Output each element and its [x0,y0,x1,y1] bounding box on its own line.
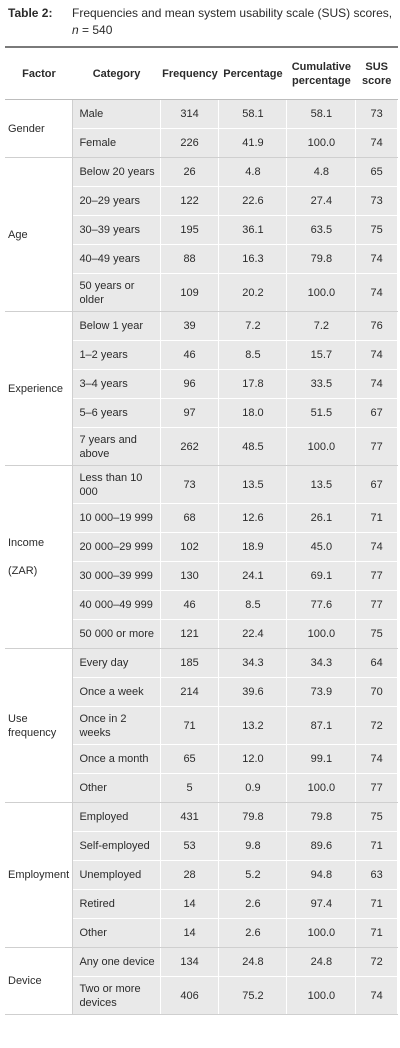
factor-cell [5,466,73,649]
cumulative-cell: 51.5 [287,399,356,428]
percentage-cell: 39.6 [219,678,287,707]
sus-cell: 67 [356,399,398,428]
caption-n-variable: n [72,23,79,37]
sus-cell: 72 [356,707,398,745]
cumulative-cell: 100.0 [287,129,356,158]
frequency-cell: 71 [160,707,219,745]
factor-cell [5,158,73,312]
cumulative-cell: 79.8 [287,803,356,832]
percentage-cell: 22.6 [219,187,287,216]
table-row [5,158,398,187]
table-body [5,100,398,1015]
cumulative-cell: 26.1 [287,504,356,533]
cumulative-cell: 15.7 [287,341,356,370]
factor-cell [5,100,73,158]
table-row [5,803,398,832]
table-row [5,100,398,129]
percentage-cell: 48.5 [219,428,287,466]
sus-cell: 74 [356,245,398,274]
sus-cell: 74 [356,370,398,399]
frequency-cell: 46 [160,341,219,370]
frequency-cell: 102 [160,533,219,562]
frequency-cell: 195 [160,216,219,245]
frequency-cell: 185 [160,649,219,678]
category-cell: Once a week [73,678,160,707]
category-cell: Every day [73,649,160,678]
frequency-cell: 14 [160,890,219,919]
cumulative-cell: 34.3 [287,649,356,678]
category-cell: Self-employed [73,832,160,861]
category-cell: Below 1 year [73,312,160,341]
sus-cell: 74 [356,533,398,562]
cumulative-cell: 63.5 [287,216,356,245]
percentage-cell: 58.1 [219,100,287,129]
cumulative-cell: 27.4 [287,187,356,216]
frequency-cell: 130 [160,562,219,591]
cumulative-cell: 13.5 [287,466,356,504]
frequency-table [5,46,398,1015]
sus-cell: 73 [356,187,398,216]
percentage-cell: 2.6 [219,919,287,948]
header-row [5,47,398,100]
factor-label: Use frequency [8,712,57,739]
percentage-cell: 5.2 [219,861,287,890]
cumulative-cell: 87.1 [287,707,356,745]
frequency-cell: 68 [160,504,219,533]
category-cell: Below 20 years [73,158,160,187]
header-sus: SUS score [356,47,398,100]
sus-cell: 77 [356,428,398,466]
percentage-cell: 16.3 [219,245,287,274]
caption-title: Frequencies and mean system usability scale (SUS) scores, [72,6,393,20]
factor-label: Employment [8,869,70,881]
header-frequency: Frequency [160,47,219,100]
factor-cell [5,803,73,948]
category-cell: Other [73,919,160,948]
percentage-cell: 41.9 [219,129,287,158]
header-percentage: Percentage [219,47,287,100]
sus-cell: 77 [356,562,398,591]
category-cell: 50 000 or more [73,620,160,649]
table-label: Table 2: [8,6,53,20]
caption-text [72,5,398,39]
frequency-cell: 65 [160,745,219,774]
cumulative-cell: 100.0 [287,620,356,649]
cumulative-cell: 94.8 [287,861,356,890]
frequency-cell: 73 [160,466,219,504]
percentage-cell: 18.0 [219,399,287,428]
frequency-cell: 26 [160,158,219,187]
category-cell: Male [73,100,160,129]
sus-cell: 76 [356,312,398,341]
header-category: Category [73,47,160,100]
table-row [5,312,398,341]
cumulative-cell: 33.5 [287,370,356,399]
category-cell: 5–6 years [73,399,160,428]
percentage-cell: 0.9 [219,774,287,803]
sus-cell: 75 [356,620,398,649]
frequency-cell: 406 [160,977,219,1015]
sus-cell: 77 [356,591,398,620]
cumulative-cell: 100.0 [287,428,356,466]
factor-label: Device [8,975,42,987]
category-cell: Employed [73,803,160,832]
factor-label: Gender [8,122,45,135]
sus-cell: 64 [356,649,398,678]
frequency-cell: 226 [160,129,219,158]
category-cell: Two or more devices [73,977,160,1015]
sus-cell: 75 [356,803,398,832]
category-cell: Once a month [73,745,160,774]
cumulative-cell: 100.0 [287,774,356,803]
cumulative-cell: 73.9 [287,678,356,707]
category-cell: 40 000–49 999 [73,591,160,620]
category-cell: 40–49 years [73,245,160,274]
sus-cell: 72 [356,948,398,977]
table-row [5,649,398,678]
category-cell: 3–4 years [73,370,160,399]
sus-cell: 75 [356,216,398,245]
table-row [5,466,398,504]
percentage-cell: 17.8 [219,370,287,399]
percentage-cell: 24.8 [219,948,287,977]
percentage-cell: 24.1 [219,562,287,591]
sus-cell: 74 [356,745,398,774]
frequency-cell: 96 [160,370,219,399]
percentage-cell: 9.8 [219,832,287,861]
sus-cell: 70 [356,678,398,707]
category-cell: 7 years and above [73,428,160,466]
category-cell: Female [73,129,160,158]
category-cell: 20 000–29 999 [73,533,160,562]
frequency-cell: 431 [160,803,219,832]
sus-cell: 71 [356,832,398,861]
cumulative-cell: 79.8 [287,245,356,274]
percentage-cell: 2.6 [219,890,287,919]
table-row [5,948,398,977]
frequency-cell: 14 [160,919,219,948]
header-cumulative: Cumulative percentage [287,47,356,100]
header-factor: Factor [5,47,73,100]
category-cell: Less than 10 000 [73,466,160,504]
category-cell: 10 000–19 999 [73,504,160,533]
category-cell: 20–29 years [73,187,160,216]
percentage-cell: 4.8 [219,158,287,187]
factor-label: Experience [8,382,64,395]
sus-cell: 63 [356,861,398,890]
sus-cell: 71 [356,890,398,919]
cumulative-cell: 69.1 [287,562,356,591]
category-cell: Once in 2 weeks [73,707,160,745]
cumulative-cell: 24.8 [287,948,356,977]
percentage-cell: 8.5 [219,341,287,370]
factor-label: Age [8,228,28,241]
frequency-cell: 214 [160,678,219,707]
table-caption [0,0,400,46]
caption-n-value: = 540 [78,23,113,37]
percentage-cell: 13.2 [219,707,287,745]
category-cell: Unemployed [73,861,160,890]
category-cell: 1–2 years [73,341,160,370]
category-cell: Any one device [73,948,160,977]
percentage-cell: 7.2 [219,312,287,341]
frequency-cell: 28 [160,861,219,890]
category-cell: 50 years or older [73,274,160,312]
percentage-cell: 79.8 [219,803,287,832]
percentage-cell: 22.4 [219,620,287,649]
factor-label-unit: (ZAR) [8,565,38,577]
frequency-cell: 5 [160,774,219,803]
category-cell: 30–39 years [73,216,160,245]
sus-cell: 77 [356,774,398,803]
percentage-cell: 75.2 [219,977,287,1015]
percentage-cell: 12.0 [219,745,287,774]
cumulative-cell: 100.0 [287,274,356,312]
factor-label: Income [8,537,45,549]
cumulative-cell: 100.0 [287,977,356,1015]
cumulative-cell: 89.6 [287,832,356,861]
percentage-cell: 18.9 [219,533,287,562]
sus-cell: 71 [356,919,398,948]
frequency-cell: 39 [160,312,219,341]
cumulative-cell: 7.2 [287,312,356,341]
cumulative-cell: 77.6 [287,591,356,620]
category-cell: Other [73,774,160,803]
cumulative-cell: 4.8 [287,158,356,187]
percentage-cell: 36.1 [219,216,287,245]
frequency-cell: 88 [160,245,219,274]
factor-cell [5,948,73,1015]
cumulative-cell: 100.0 [287,919,356,948]
sus-cell: 74 [356,977,398,1015]
factor-cell [5,649,73,803]
cumulative-cell: 99.1 [287,745,356,774]
frequency-cell: 97 [160,399,219,428]
percentage-cell: 20.2 [219,274,287,312]
frequency-cell: 109 [160,274,219,312]
cumulative-cell: 97.4 [287,890,356,919]
category-cell: 30 000–39 999 [73,562,160,591]
frequency-cell: 46 [160,591,219,620]
category-cell: Retired [73,890,160,919]
percentage-cell: 34.3 [219,649,287,678]
factor-cell [5,312,73,466]
sus-cell: 71 [356,504,398,533]
frequency-cell: 53 [160,832,219,861]
cumulative-cell: 58.1 [287,100,356,129]
sus-cell: 74 [356,274,398,312]
sus-cell: 65 [356,158,398,187]
percentage-cell: 12.6 [219,504,287,533]
frequency-cell: 262 [160,428,219,466]
sus-cell: 73 [356,100,398,129]
sus-cell: 67 [356,466,398,504]
sus-cell: 74 [356,129,398,158]
percentage-cell: 13.5 [219,466,287,504]
percentage-cell: 8.5 [219,591,287,620]
cumulative-cell: 45.0 [287,533,356,562]
frequency-cell: 121 [160,620,219,649]
sus-cell: 74 [356,341,398,370]
frequency-cell: 134 [160,948,219,977]
frequency-cell: 314 [160,100,219,129]
frequency-cell: 122 [160,187,219,216]
